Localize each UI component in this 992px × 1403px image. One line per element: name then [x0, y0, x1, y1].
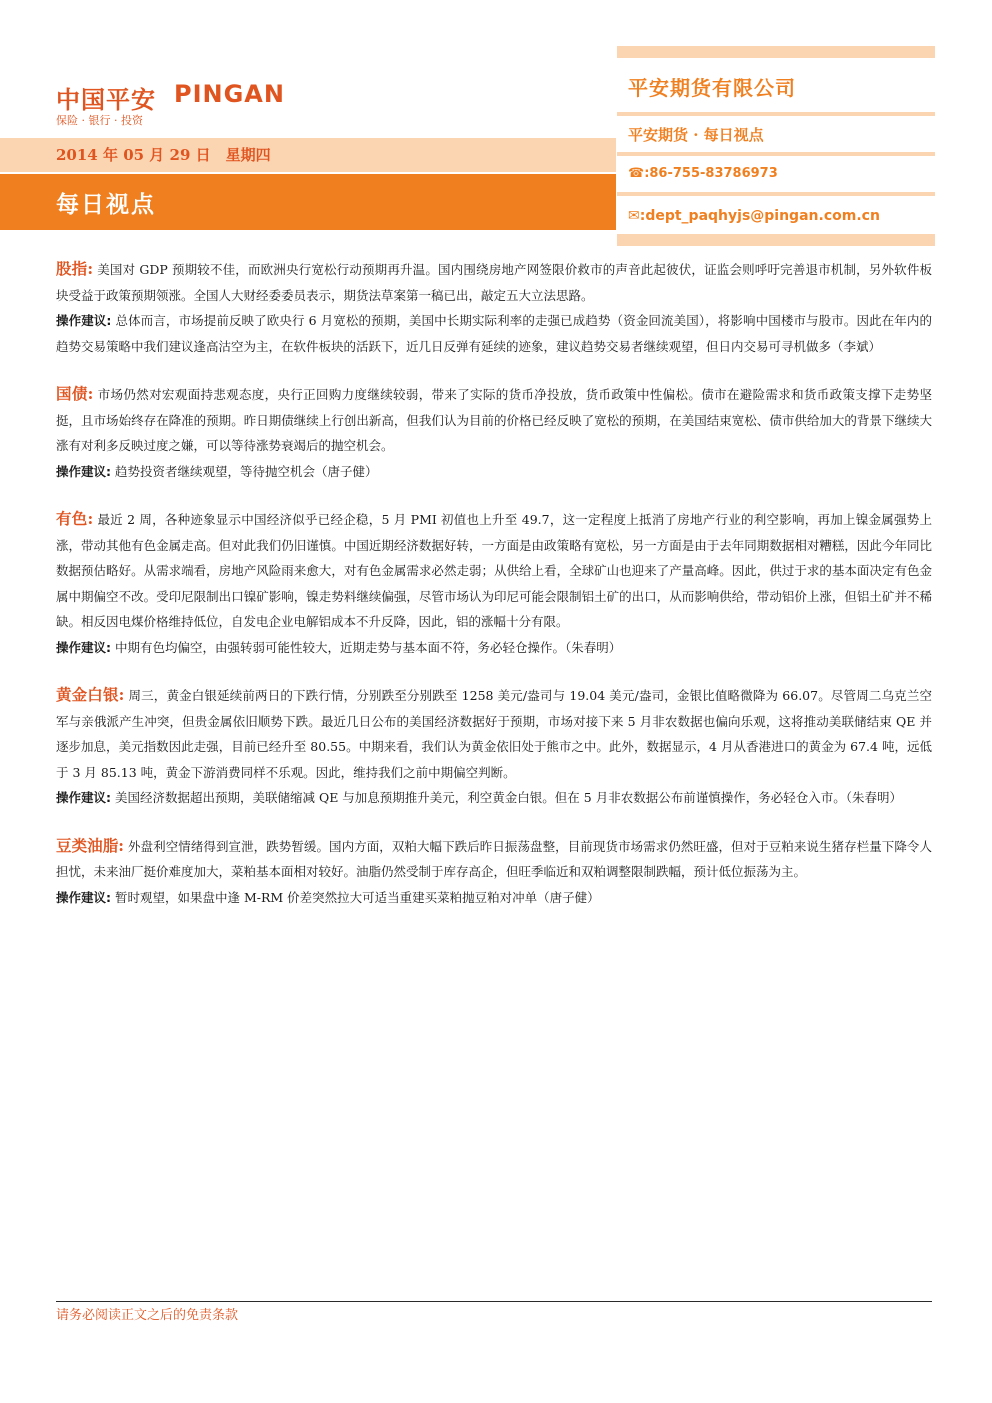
advice-label: 操作建议: [56, 639, 111, 655]
section-heading: 黄金白银: [56, 685, 125, 704]
section-body [56, 833, 932, 885]
logo-en: PINGAN [174, 80, 285, 108]
section-advice [56, 635, 932, 661]
section-heading: 豆类油脂: [56, 835, 124, 855]
section-heading: 有色: [56, 509, 94, 528]
advice-label: 操作建议: [56, 889, 111, 905]
section-nonferrous-metals [56, 506, 932, 660]
company-box-top-bar [617, 46, 935, 58]
company-divider [617, 192, 935, 196]
advice-text: 美国经济数据超出预期，美联储缩减 QE 与加息预期推升美元，利空黄金白银。但在 5 月非农数据公布前谨慎操作，务必轻仓入市。（朱春明） [111, 790, 902, 805]
section-body [56, 506, 932, 635]
section-body [56, 381, 932, 459]
advice-text: 趋势投资者继续观望，等待抛空机会（唐子健） [111, 463, 378, 479]
email-address[interactable]: ✉:dept_paqhyjs@pingan.com.cn [628, 208, 880, 224]
section-advice [56, 785, 932, 811]
advice-label: 操作建议: [56, 313, 112, 328]
company-divider [617, 152, 935, 156]
advice-text: 中期有色均偏空，由强转弱可能性较大，近期走势与基本面不符，务必轻仓操作。（朱春明） [111, 639, 622, 655]
logo-cn: 中国平安 [56, 86, 156, 114]
company-box-bottom-bar [617, 234, 935, 246]
logo-tagline: 保险 · 银行 · 投资 [56, 114, 143, 127]
section-text: 美国对 GDP 预期较不佳，而欧洲央行宽松行动预期再升温。国内围绕房地产网签限价救市的声音此起彼伏，证监会则呼吁完善退市机制，另外软件板块受益于政策预期领涨。全国人大财经委委员表示，期货法草案第一稿已出，敲定五大立法思路。 [56, 262, 933, 303]
section-stock-index [56, 256, 932, 359]
section-text: 外盘利空情绪得到宣泄，跌势暂缓。国内方面，双粕大幅下跌后昨日振荡盘整，目前现货市场需求仍然旺盛，但对于豆粕来说生猪存栏量下降令人担忧，未来油厂挺价难度加大，菜粕基本面相对较好。油脂仍然受制于库存高企，但旺季临近和双粕调整限制跌幅，预计低位振荡为主。 [56, 838, 932, 879]
section-body [56, 682, 932, 785]
pingan-logo [56, 80, 316, 128]
section-treasury-bonds [56, 381, 932, 484]
advice-label: 操作建议: [56, 790, 111, 805]
section-soybean-oils [56, 833, 932, 911]
advice-text: 总体而言，市场提前反映了欧央行 6 月宽松的预期，美国中长期实际利率的走强已成趋势（资金回流美国），将影响中国楼市与股市。因此在年内的趋势交易策略中我们建议逢高沽空为主，在软件板块的活跃下，近几日反弹有延续的迹象，建议趋势交易者继续观望，但日内交易可寻机做多（李斌） [56, 313, 932, 354]
advice-text: 暂时观望，如果盘中逢 M-RM 价差突然拉大可适当重建买菜粕抛豆粕对冲单（唐子健） [111, 889, 600, 905]
section-gold-silver [56, 682, 932, 811]
report-date: 2014 年 05 月 29 日 星期四 [56, 146, 271, 164]
footer-divider [56, 1301, 932, 1302]
section-text: 市场仍然对宏观面持悲观态度，央行正回购力度继续较弱，带来了实际的货币净投放，货币政策中性偏松。债市在避险需求和货币政策支撑下走势坚挺，且市场始终存在降准的预期。昨日期债继续上行创出新高，但我们认为目前的价格已经反映了宽松的预期，在美国结束宽松、债市供给加大的背景下继续大涨有对利多反映过度之嫌，可以等待涨势衰竭后的抛空机会。 [56, 387, 932, 453]
disclaimer-link[interactable]: 请务必阅读正文之后的免责条款 [56, 1308, 239, 1323]
company-name: 平安期货有限公司 [628, 76, 796, 100]
section-heading: 股指: [56, 259, 94, 278]
advice-label: 操作建议: [56, 463, 111, 479]
section-advice [56, 308, 932, 359]
section-advice [56, 885, 932, 911]
report-series-name: 平安期货 · 每日视点 [628, 126, 764, 144]
report-content [56, 256, 932, 932]
phone-number: ☎:86-755-83786973 [628, 166, 778, 181]
section-text: 周三，黄金白银延续前两日的下跌行情，分别跌至分别跌至 1258 美元/盎司与 19.04 美元/盎司，金银比值略微降为 66.07。尽管周二乌克兰空军与亲俄派产生冲突，但贵金属依旧顺势下跌。最近几日公布的美国经济数据好于预期，市场对接下来 5 月非农数据也偏向乐观，这将推动美联储结束 QE 并逐步加息，美元指数因此走强，目前已经升至 80.55。中期来看，我们认为黄金依旧处于熊市之中。此外，数据显示，4 月从香港进口的黄金为 67.4 吨，远低于 3 月 85.13 吨，黄金下游消费同样不乐观。因此，维持我们之前中期偏空判断。 [56, 688, 932, 780]
section-text: 最近 2 周，各种迹象显示中国经济似乎已经企稳，5 月 PMI 初值也上升至 49.7，这一定程度上抵消了房地产行业的利空影响，再加上镍金属强势上涨，带动其他有色金属走高。但对此我们仍旧谨慎。中国近期经济数据好转，一方面是由政策略有宽松，另一方面是由于去年同期数据相对糟糕，因此今年同比数据预估略好。从需求端看，房地产风险雨来愈大，对有色金属需求必然走弱；从供给上看，全球矿山也迎来了产量高峰。因此，供过于求的基本面决定有色金属中期偏空不改。受印尼限制出口镍矿影响，镍走势料继续偏强，尽管市场认为印尼可能会限制铝土矿的出口，从而影响供给，带动铝价上涨，但铝土矿并不稀缺。相反因电煤价格维持低位，自发电企业电解铝成本不升反降，因此，铝的涨幅十分有限。 [56, 512, 932, 629]
company-divider [617, 112, 935, 116]
section-heading: 国债: [56, 384, 94, 403]
report-title: 每日视点 [56, 191, 156, 218]
section-advice [56, 459, 932, 485]
section-body [56, 256, 932, 308]
